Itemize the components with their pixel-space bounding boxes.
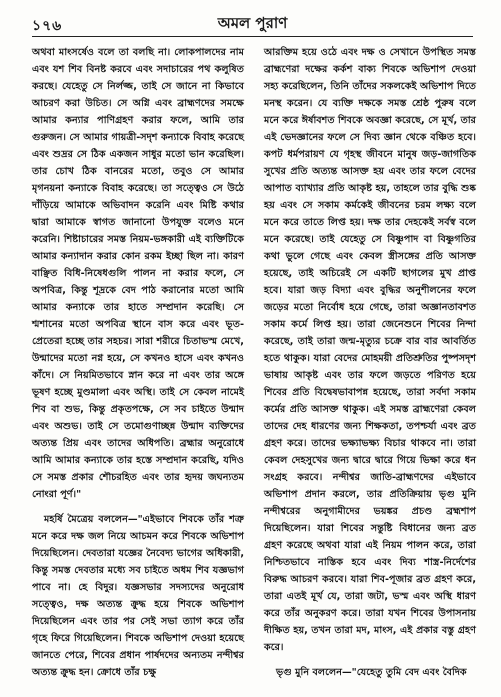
paragraph: আরক্তিম হয়ে ওঠে এবং দক্ষ ও সেখানে উপস্থিত সমস্ত ব্রাহ্মণেরা দক্ষের কর্কশ বাক্য শিবকে অভিশাপ দেওয়া সহ্য করেছিলেন, তিনি তাঁদের সকলকেই অভিশাপ দিতে মনস্থ করেন। যে ব্যক্তি দক্ষকে সমস্ত শ্রেষ্ঠ পুরুষ বলে মনে করে ঈর্ষাবশত শিবকে অবজ্ঞা করেছে, সে মূর্খ, তার এই ভেদজ্ঞানের ফলে সে দিব্য জ্ঞান থেকে বঞ্চিত হবে। কপট ধর্মপরায়ণ যে গৃহস্থ জীবনে মানুষ জড়-জাগতিক সুখের প্রতি অত্যন্ত আসক্ত হয় এবং তার ফলে বেদের আপাত ব্যাখ্যার প্রতি আকৃষ্ট হয়, তাহলে তার বুদ্ধি শুষ্ক হয় এবং সে সকাম কর্মকেই জীবনের চরম লক্ষ্য বলে মনে করে তাতে লিপ্ত হয়। দক্ষ তার দেহকেই সর্বস্ব বলে মনে করেছে। তাই যেহেতু সে বিষ্ণুপাদ বা বিষ্ণুগতির কথা ভুলে গেছে এবং কেবল স্ত্রীসঙ্গের প্রতি আসক্ত হয়েছে, তাই অচিরেই সে একটি ছাগলের মুখ প্রাপ্ত হবে। যারা জড় বিদ্যা এবং বুদ্ধির অনুশীলনের ফলে জড়ের মতো নির্বোধ হয়ে গেছে, তারা অজ্ঞানতাবশত সকাম কর্মে লিপ্ত হয়। তারা জেনেশুনে শিবের নিন্দা করেছে, তাই তারা জন্ম-মৃত্যুর চক্রে বার বার আবর্তিত হতে থাকুক। যারা বেদের মোহময়ী প্রতিশ্রুতির পুষ্পসদৃশ ভাষায় আকৃষ্ট এবং তার ফলে জড়তে পরিণত হয়ে শিবের প্রতি বিদ্বেষভাবাপন্ন হয়েছে, তারা সর্বদা সকাম কর্মের প্রতি আসক্ত থাকুক। এই সমস্ত ব্রাহ্মণেরা কেবল তাদের দেহ ধারণের জন্য শিক্ষকতা, তপশ্চর্যা এবং ব্রত গ্রহণ করে। তাদের ভক্ষ্যাভক্ষ্য বিচার থাকবে না। তারা কেবল দেহসুখের জন্য দ্বারে দ্বারে গিয়ে ভিক্ষা করে ধন সংগ্রহ করবে। নন্দীশ্বর জাতি-ব্রাহ্মণদের এইভাবে অভিশাপ প্রদান করলে, তার প্রতিক্রিয়ায় ভৃগু মুনি নন্দীশ্বরের অনুগামীদের ভয়ঙ্কর প্রচণ্ড ব্রহ্মশাপ দিয়েছিলেন। যারা শিবের সন্তুষ্টি বিধানের জন্য ব্রত গ্রহণ করেছে অথবা যারা এই নিয়ম পালন করে, তারা নিশ্চিতভাবে নাস্তিক হবে এবং দিব্য শাস্ত্র-নির্দেশের বিরুদ্ধ আচরণ করবে। যারা শিব-পূজার ব্রত গ্রহণ করে, তারা এতই মূর্খ যে, তারা জটা, ভস্ম এবং অস্থি ধারণ করে তাঁর অনুকরণ করে। তারা যখন শিবের উপাসনায় দীক্ষিত হয়, তখন তারা মদ, মাংস, এই প্রকার বস্তু গ্রহণ করে। [264,47,476,653]
paragraph: ভৃগু মুনি বললেন—"যেহেতু তুমি বেদ এবং বৈদিক [276,667,467,678]
paragraph: অথবা মাংসর্ষেও বলে তা বলছি না। লোকপালদের নাম এবং যশ শিব বিনষ্ট করবে এবং সদাচারের পথ কলুষিত করছে। যেহেতু সে নির্লজ্জ, তাই সে জানে না কিভাবে আচরণ করা উচিত। সে অগ্নি এবং ব্রাহ্মণদের সমক্ষে আমার কন্যার পাণিগ্রহণ করার ফলে, আমি তার গুরুজন। সে আমার গায়ত্রী-সদৃশ কন্যাকে বিবাহ করেছে এবং শুদ্রর সে ঠিক একজন সাধুর মতো ভান করেছিল। তার চোখ ঠিক বানরের মতো, তবুও সে আমার মৃগনয়না কন্যাকে বিবাহ করেছে। তা সত্ত্বেও সে উঠে দাঁড়িয়ে আমাকে অভিবাদন করেনি এবং মিষ্টি কথার দ্বারা আমাকে স্বাগত জানানো উপযুক্ত বলেও মনে করেনি। শিষ্টাচারের সমস্ত নিয়ম-ভঙ্গকারী এই ব্যক্তিটিকে আমার কন্যাদান করার কোন রকম ইচ্ছা ছিল না। কারণ বাঞ্ছিত বিধি-নিষেধগুলি পালন না করার ফলে, সে অপবিত্র, কিন্তু শূদ্রকে বেদ পাঠ করানোর মতো আমি আমার কন্যাকে তার হাতে সম্প্রদান করেছি। সে শ্মশানের মতো অপবিত্র স্থানে বাস করে এবং ভূত-প্রেতেরা হচ্ছে তার সহচর। সারা শরীরে চিতাভস্ম মেখে, উন্মাদের মতো নগ্ন হয়ে, সে কখনও হাসে এবং কখনও কাঁদে। সে নিয়মিতভাবে স্নান করে না এবং তার অঙ্গে ভূষণ হচ্ছে মুণ্ডমালা এবং অস্থি। তাই সে কেবল নামেই শিব বা শুভ, কিন্তু প্রকৃতপক্ষে, সে সব চাইতে উন্মাদ এবং অশুভ। তাই সে তমোগুণাচ্ছন্ন উন্মাদ ব্যক্তিদের অত্যন্ত প্রিয় এবং তাদের অধিপতি। ব্রহ্মার অনুরোধে আমি আমার কন্যাকে তার হস্তে সম্প্রদান করেছি, যদিও সে সমস্ত প্রকার শৌচরহিত এবং তার হৃদয় জঘন্যতম নোংরা পূর্ণ।" [32,47,244,500]
left-column [32,44,244,681]
right-column [264,44,476,681]
page-header [32,10,473,38]
paragraph: মহর্ষি মৈত্রেয় বললেন—"এইভাবে শিবকে তাঁর শত্রু মনে করে দক্ষ জল নিয়ে আচমন করে শিবকে অভিশাপ দিয়েছিলেন। দেবতারা যজ্ঞের নৈবেদ্য ভাগের অধিকারী, কিন্তু সমস্ত দেবতার মধ্যে সব চাইতে অধম শিব যজ্ঞভাগ পাবে না। হে বিদুর। যজ্ঞসভার সদস্যদের অনুরোধ সত্ত্বেও, দক্ষ অত্যন্ত ক্রুদ্ধ হয়ে শিবকে অভিশাপ দিয়েছিলেন এবং তার পর সেই সভা ত্যাগ করে তাঁর গৃহে ফিরে গিয়েছিলেন। শিবকে অভিশাপ দেওয়া হয়েছে জানতে পেরে, শিবের প্রধান পার্ষদদের অন্যতম নন্দীশ্বর অত্যন্ত ক্রুদ্ধ হন। ক্রোধে তাঁর চক্ষু [32,514,244,678]
text-columns [32,44,477,687]
header-rule [32,36,473,37]
page-number: ১৭৬ [32,18,63,34]
running-title: অমল পুরাণ [217,14,288,32]
